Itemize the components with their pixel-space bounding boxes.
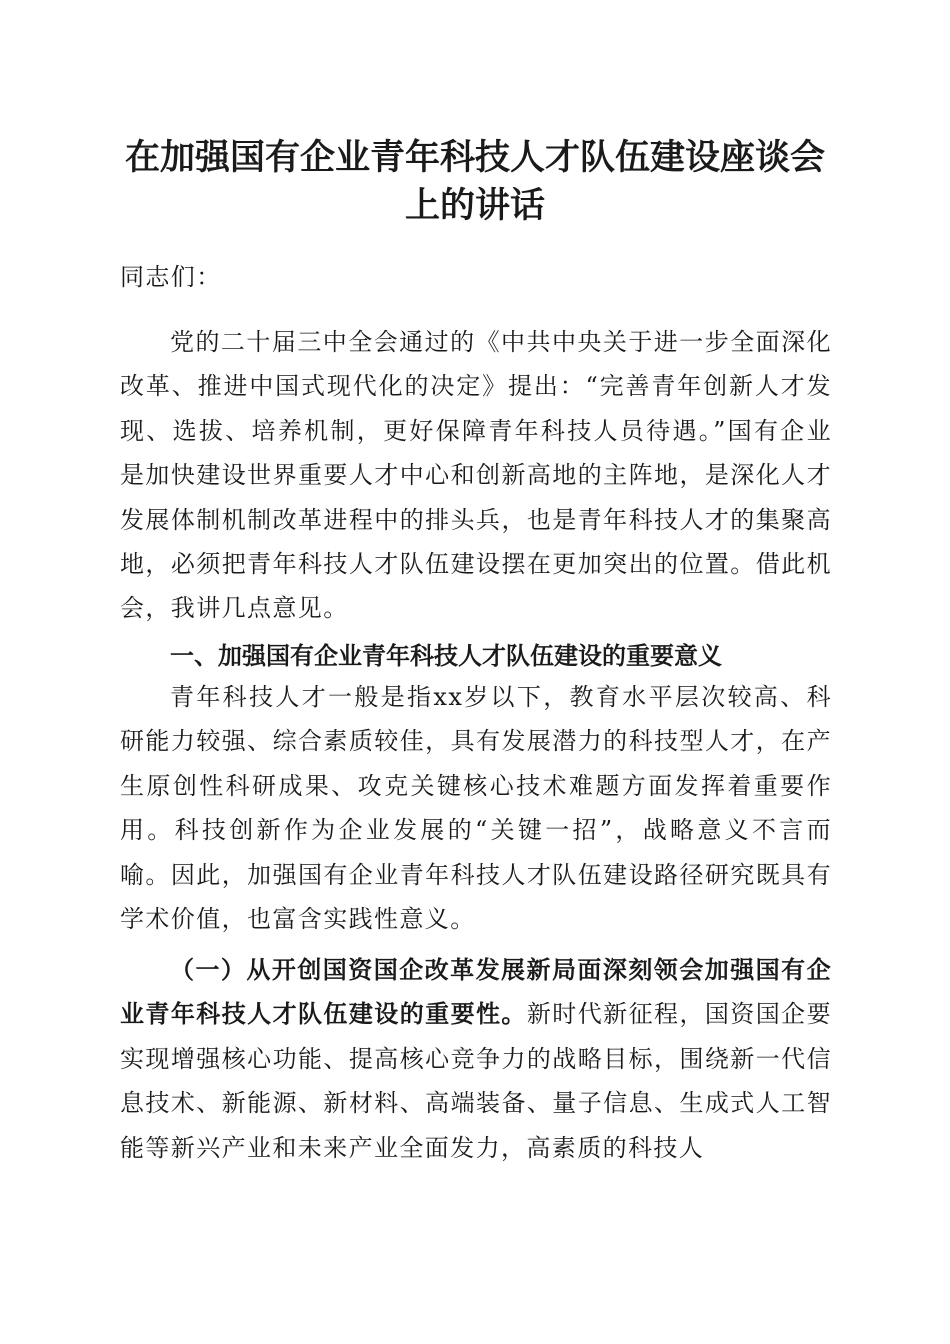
- paragraph-intro: 党的二十届三中全会通过的《中共中央关于进一步全面深化改革、推进中国式现代化的决定》提出：“完善青年创新人才发现、选拔、培养机制，更好保障青年科技人员待遇。”国有企业是加快建设世界重要人才中心和创新高地的主阵地，是深化人才发展体制机制改革进程中的排头兵，也是青年科技人才的集聚高地，必须把青年科技人才队伍建设摆在更加突出的位置。借此机会，我讲几点意见。: [120, 328, 832, 623]
- subsection-heading-1: （一）从开创国资国企改革发展新局面深刻领会加强国有企业青年科技人才队伍建设的重要性。: [120, 955, 832, 1029]
- section-heading-1: 一、加强国有企业青年科技人才队伍建设的重要意义: [170, 642, 722, 670]
- paragraph-subsection-1: [120, 948, 832, 1170]
- subsection-1-body: 新时代新征程，国资国企要实现增强核心功能、提高核心竞争力的战略目标，围绕新一代信息技术、新能源、新材料、高端装备、量子信息、生成式人工智能等新兴产业和未来产业全面发力，高素质的科技人: [120, 1000, 832, 1162]
- document-title-line-1: 在加强国有企业青年科技人才队伍建设座谈会: [124, 137, 825, 178]
- salutation: 同志们：: [120, 263, 222, 291]
- paragraph-significance: 青年科技人才一般是指xx岁以下，教育水平层次较高、科研能力较强、综合素质较佳，具有发展潜力的科技型人才，在产生原创性科研成果、攻克关键核心技术难题方面发挥着重要作用。科技创新作为企业发展的“关键一招”，战略意义不言而喻。因此，加强国有企业青年科技人才队伍建设路径研究既具有学术价值，也富含实践性意义。: [120, 683, 832, 934]
- document-title-line-2: 上的讲话: [404, 185, 545, 226]
